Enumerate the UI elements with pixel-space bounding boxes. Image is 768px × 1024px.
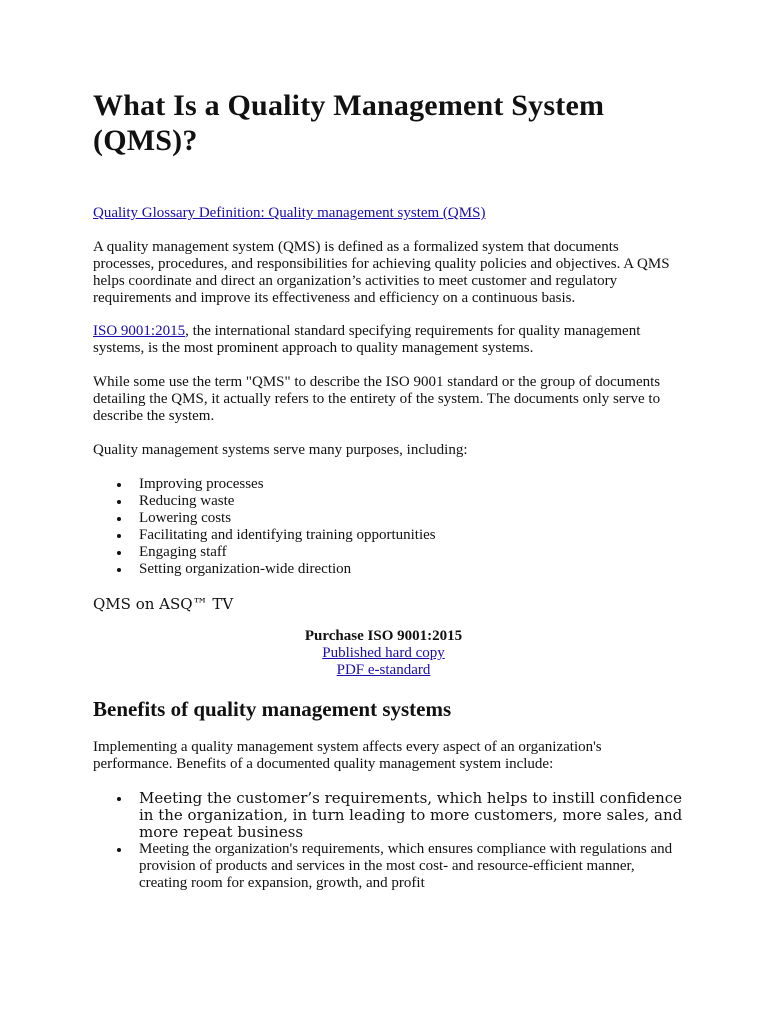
pdf-link[interactable]: PDF e-standard xyxy=(336,662,431,678)
purposes-intro: Quality management systems serve many purposes, including: xyxy=(93,442,468,458)
benefits-heading: Benefits of quality management systems xyxy=(93,697,452,721)
tv-heading: QMS on ASQ™ TV xyxy=(93,595,234,613)
page-title: What Is a Quality Management System (QMS)? xyxy=(93,89,605,157)
hard-copy-link[interactable]: Published hard copy xyxy=(322,645,445,661)
list-item: Meeting the customer’s requirements, which helps to instill confidence in the organization, in turn leading to more customers, more sales, and more repeat business xyxy=(93,790,683,841)
purposes-list xyxy=(93,476,653,578)
list-item: Engaging staff xyxy=(93,544,653,561)
benefits-list xyxy=(93,790,683,892)
glossary-link[interactable]: Quality Glossary Definition: Quality management system (QMS) xyxy=(93,205,486,221)
list-item: Lowering costs xyxy=(93,510,653,527)
list-item: Facilitating and identifying training opportunities xyxy=(93,527,653,544)
benefits-intro: Implementing a quality management system affects every aspect of an organization's performance. Benefits of a documented quality management system include: xyxy=(93,739,602,772)
purchase-box xyxy=(93,628,674,679)
list-item: Improving processes xyxy=(93,476,653,493)
iso-9001-link[interactable]: ISO 9001:2015 xyxy=(93,323,186,339)
list-item: Meeting the organization's requirements, which ensures compliance with regulations and provision of products and services in the most cost- and resource-efficient manner, creating room for expansion, growth, and profit xyxy=(93,841,683,892)
purchase-title: Purchase ISO 9001:2015 xyxy=(304,628,463,644)
qms-paragraph: While some use the term "QMS" to describe the ISO 9001 standard or the group of documents detailing the QMS, it actually refers to the entirety of the system. The documents only serve to describe the system. xyxy=(93,374,661,424)
intro-paragraph: A quality management system (QMS) is defined as a formalized system that documents processes, procedures, and responsibilities for achieving quality policies and objectives. A QMS helps coordinate and direct an organization’s activities to meet customer and regulatory requirements and improve its effectiveness and efficiency on a continuous basis. xyxy=(93,239,670,306)
iso-paragraph xyxy=(93,323,683,357)
glossary-paragraph xyxy=(93,205,485,222)
iso-paragraph-text: , the international standard specifying requirements for quality management systems, is the most prominent approach to quality management systems. xyxy=(93,323,641,356)
list-item: Setting organization-wide direction xyxy=(93,561,653,578)
list-item: Reducing waste xyxy=(93,493,653,510)
